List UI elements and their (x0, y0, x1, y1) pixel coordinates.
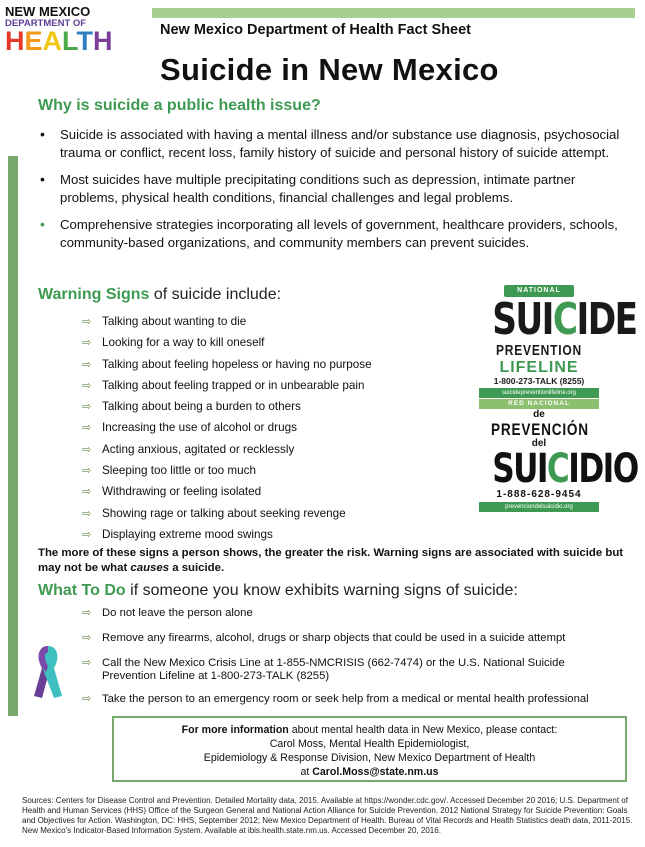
lifeline-de: de (533, 409, 545, 420)
arrow-icon: ⇨ (82, 379, 92, 392)
risk-note: The more of these signs a person shows, the greater the risk. Warning signs are associated with suicide but may not be what causes a suicide. (38, 547, 624, 574)
list-item: • Comprehensive strategies incorporating all levels of government, healthcare providers, schools, community-based organizations, and community members can prevent suicides. (40, 216, 618, 250)
awareness-ribbon-icon (32, 642, 64, 702)
arrow-icon: ⇨ (82, 632, 92, 644)
list-item: ⇨ Sleeping too little or too much (82, 464, 256, 478)
logo-line-state: NEW MEXICO (5, 4, 91, 19)
list-item: ⇨ Looking for a way to kill oneself (82, 336, 265, 350)
contact-box (112, 716, 627, 782)
list-item: ⇨ Acting anxious, agitated or recklessly (82, 442, 295, 456)
list-item: ⇨ Talking about feeling hopeless or having no purpose (82, 357, 372, 371)
contact-division: Epidemiology & Response Division, New Mexico Department of Health (203, 752, 536, 764)
header-accent-bar (152, 8, 635, 18)
arrow-icon: ⇨ (82, 507, 92, 520)
why-heading: Why is suicide a public health issue? (38, 97, 321, 114)
arrow-icon: ⇨ (82, 316, 92, 328)
list-item: ⇨ Talking about feeling trapped or in unbearable pain (82, 378, 365, 392)
list-item: ⇨ Talking about being a burden to others (82, 400, 301, 414)
why-bullet-list (40, 126, 632, 261)
lifeline-url-english: suicidepreventionlifeline.org (479, 388, 599, 398)
nmdoh-logo (5, 4, 113, 56)
lifeline-lifeline-word: LIFELINE (499, 359, 579, 376)
warning-signs-list (82, 315, 482, 549)
warning-signs-heading: Warning Signs of suicide include: (38, 286, 282, 303)
bullet-icon: • (40, 126, 45, 142)
list-item: ⇨ Withdrawing or feeling isolated (82, 485, 262, 499)
what-to-do-list (82, 607, 622, 715)
contact-name: Carol Moss, Mental Health Epidemiologist, (269, 738, 470, 750)
list-item: • Suicide is associated with having a mental illness and/or substance use diagnosis, psychosocial trauma or conflict, recent loss, family history of suicide and personal history of suicide attempt. (40, 126, 620, 160)
list-item: • Most suicides have multiple precipitating conditions such as depression, intimate partner problems, physical health conditions, financial challenges and legal problems. (40, 171, 576, 205)
logo-line-department: DEPARTMENT OF (5, 18, 87, 29)
contact-email-link[interactable]: Carol.Moss@state.nm.us (312, 766, 439, 778)
contact-email-line: at Carol.Moss@state.nm.us (300, 766, 439, 778)
lifeline-prevention-word: PREVENTION (495, 342, 582, 359)
arrow-icon: ⇨ (82, 337, 92, 350)
list-item: ⇨ Do not leave the person alone (82, 607, 253, 619)
list-item: ⇨ Displaying extreme mood swings (82, 527, 273, 541)
list-item: ⇨ Take the person to an emergency room or seek help from a medical or mental health professional (82, 693, 589, 705)
sources-footnote: Sources: Centers for Disease Control and Prevention. Detailed Mortality data, 2015. Available at https://wonder.cdc.gov/. Accessed December 20 2016; U.S. Department of Health and Human Services (HHS) Office of the Surgeon General and National Action Alliance for Suicide Prevention. 2012 National Strategy for Suicide Prevention: Goals and Objectives for Action. Washington, DC: HHS, September 2012; New Mexico Department of Health. Bureau of Vital Records and Health Statistics death data, 2011-2015. New Mexico's Indicator-Based Information System. Available at ibis.health.state.nm.us. Accessed December 20, 2016. (22, 796, 633, 835)
left-accent-bar (8, 156, 18, 716)
lifeline-badge: NATIONAL (504, 285, 574, 297)
what-to-do-heading: What To Do if someone you know exhibits warning signs of suicide: (38, 582, 518, 599)
suicide-prevention-lifeline-logo (479, 285, 638, 517)
list-item: ⇨ Increasing the use of alcohol or drugs (82, 421, 297, 435)
lifeline-url-spanish: prevenciondelsuicidio.org (479, 502, 599, 512)
bullet-icon: • (40, 171, 45, 187)
lifeline-phone-spanish: 1-888-628-9454 (496, 489, 582, 500)
logo-line-health: HEALTH (5, 25, 113, 56)
lifeline-phone-english: 1-800-273-TALK (8255) (493, 376, 585, 386)
arrow-icon: ⇨ (82, 358, 92, 371)
fact-sheet-subtitle: New Mexico Department of Health Fact Sheet (160, 22, 472, 38)
arrow-icon: ⇨ (82, 528, 92, 541)
lifeline-red-nacional: RED NACIONAL (479, 399, 599, 409)
lifeline-suicide-word: SUICIDE (492, 294, 637, 345)
bullet-icon: • (40, 216, 45, 232)
lifeline-prevencion-word: PREVENCIÓN (491, 420, 589, 439)
arrow-icon: ⇨ (82, 607, 92, 619)
arrow-icon: ⇨ (82, 657, 92, 669)
lifeline-del: del (531, 438, 547, 449)
contact-lead: For more information about mental health data in New Mexico, please contact: (181, 724, 558, 736)
arrow-icon: ⇨ (82, 401, 92, 414)
arrow-icon: ⇨ (82, 486, 92, 499)
arrow-icon: ⇨ (82, 693, 92, 705)
lifeline-suicidio-word: SUICIDIO (492, 446, 638, 492)
arrow-icon: ⇨ (82, 465, 92, 478)
list-item: ⇨ Remove any firearms, alcohol, drugs or sharp objects that could be used in a suicide attempt (82, 632, 566, 644)
arrow-icon: ⇨ (82, 422, 92, 435)
list-item: ⇨ Call the New Mexico Crisis Line at 1-855-NMCRISIS (662-7474) or the U.S. National Suicide Prevention Lifeline at 1-800-273-TALK (8255) (82, 657, 565, 682)
list-item: ⇨ Showing rage or talking about seeking revenge (82, 506, 346, 520)
page-title: Suicide in New Mexico (160, 52, 499, 87)
arrow-icon: ⇨ (82, 443, 92, 456)
list-item: ⇨ Talking about wanting to die (82, 315, 247, 328)
